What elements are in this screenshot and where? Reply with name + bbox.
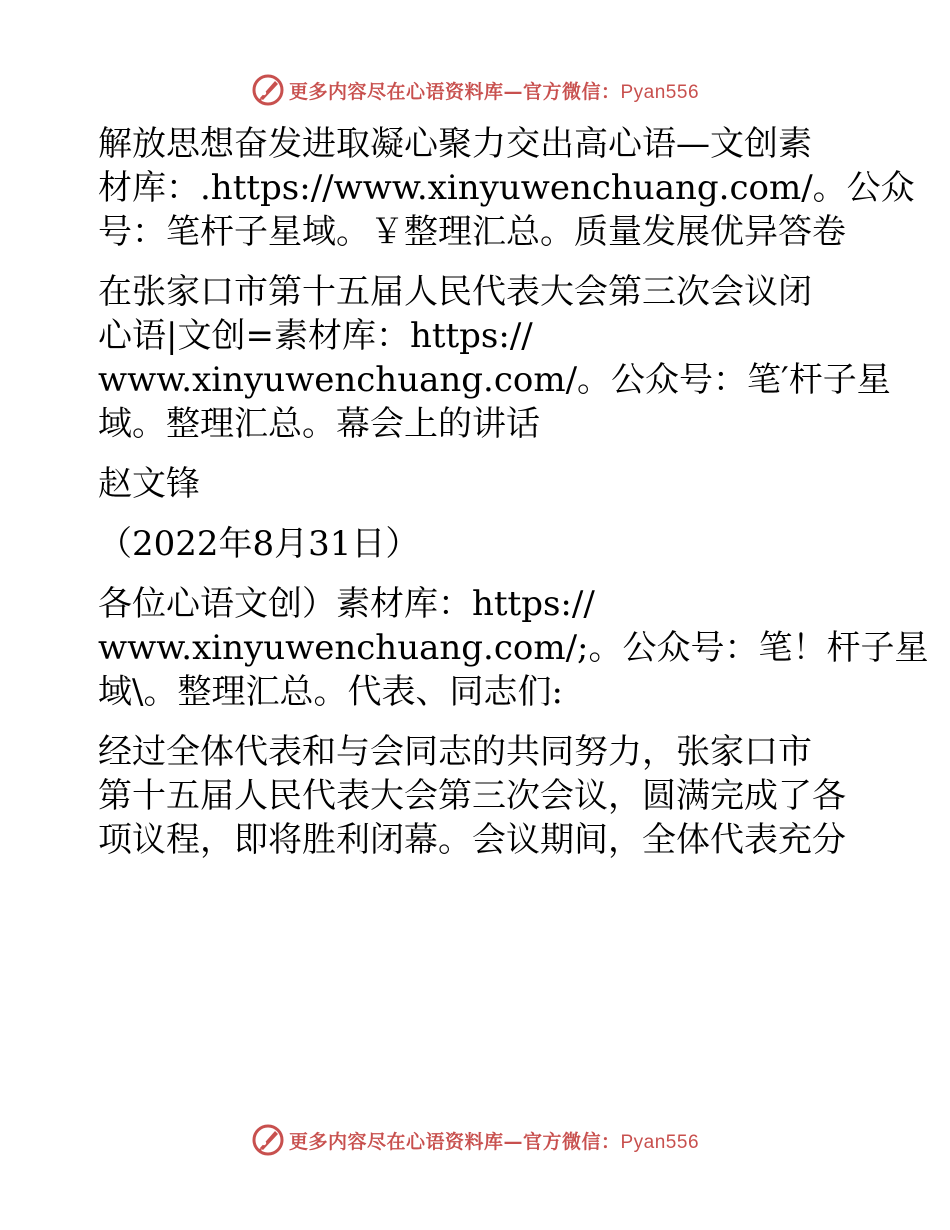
text-line: www.xinyuwenchuang.com/;。公众号：笔！杆子星 [98,628,929,668]
quill-pen-circle-icon [251,73,285,107]
text-line: 解放思想奋发进取凝心聚力交出高心语—文创素 [98,124,812,164]
text-line: 材库：.https://www.xinyuwenchuang.com/。公众 [98,168,915,208]
paragraph [98,522,858,566]
text-line: 域。整理汇总。幕会上的讲话 [98,404,540,444]
text-line: 各位心语文创）素材库：https:// [98,584,595,624]
paragraph [98,730,858,862]
banner-text: 更多内容尽在心语资料库—官方微信：Pyan556 [288,80,700,103]
paragraph [98,582,929,714]
text-line: 心语|文创=素材库：https:// [98,316,533,356]
quill-pen-circle-icon [251,1123,285,1157]
header-banner [0,70,950,110]
text-line: 域\。整理汇总。代表、同志们: [98,672,563,712]
text-line: 赵文锋 [98,464,200,504]
paragraph [98,462,858,506]
paragraph [98,122,915,254]
text-line: www.xinyuwenchuang.com/。公众号：笔′杆子星 [98,360,891,400]
paragraph [98,270,891,446]
text-line: 项议程，即将胜利闭幕。会议期间，全体代表充分 [98,820,846,860]
text-line: （2022年8月31日） [98,524,420,564]
text-line: 号：笔杆子星域。￥整理汇总。质量发展优异答卷 [98,212,846,252]
document-body [98,122,929,878]
footer-banner [0,1120,950,1160]
text-line: 经过全体代表和与会同志的共同努力，张家口市 [98,732,812,772]
text-line: 第十五届人民代表大会第三次会议，圆满完成了各 [98,776,846,816]
banner-wechat-id: Pyan556 [620,81,700,103]
banner-text: 更多内容尽在心语资料库—官方微信：Pyan556 [288,1130,700,1153]
text-line: 在张家口市第十五届人民代表大会第三次会议闭 [98,272,812,312]
banner-wechat-id: Pyan556 [620,1131,700,1153]
